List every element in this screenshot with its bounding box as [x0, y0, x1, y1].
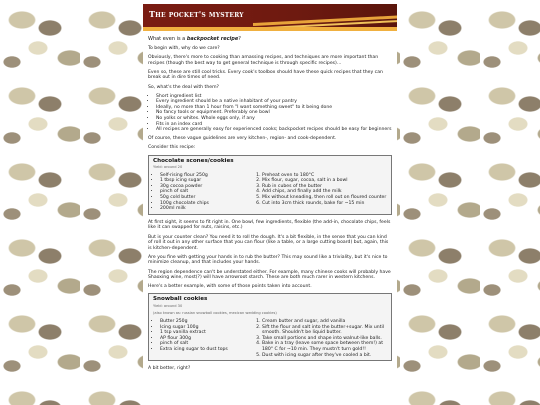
step-item: 3. Rub in cubes of the butter [262, 184, 387, 190]
recipe-card-snowball-cookies [148, 293, 392, 361]
recipe-card-chocolate-scones [148, 155, 392, 215]
steps-list [254, 319, 387, 358]
page-title: The pocket's mystery [149, 9, 244, 19]
header-banner [143, 4, 397, 31]
list-item: • Fits in an index card [156, 122, 392, 128]
paragraph: So, what's the deal with them? [148, 84, 219, 90]
ingredient-item: • 50g cold butter [160, 195, 248, 201]
ingredient-item: • 30g cocoa powder [160, 184, 248, 190]
paragraph: Consider this recipe: [148, 145, 196, 151]
ingredient-item: • Extra icing sugar to dust tops [160, 347, 248, 353]
ingredients-list [153, 173, 248, 212]
step-item: 2. Mix flour, sugar, cocoa, salt in a bowl [262, 178, 387, 184]
paragraph: Are you fine with getting your hands in to rub the butter? This may sound like a triviality, but it's nice to minimize cleanup, and that includes your hands. [148, 254, 388, 266]
lead-question [148, 37, 392, 43]
step-item: 1. Preheat oven to 180°C [262, 173, 387, 179]
paragraph: Here's a better example, with some of those points taken into account. [148, 284, 312, 290]
steps-column [254, 173, 387, 212]
recipe-aka: (also known as: russian snowball cookies, mexican wedding cookies) [153, 311, 277, 316]
step-item: 1. Cream butter and sugar, add vanilla [262, 319, 387, 325]
list-item: • All recipes are generally easy for experienced cooks; backpocket recipes should be easy for beginners [156, 127, 392, 133]
list-item: • Ideally, no more than 1 hour from "I want something sweet" to it being done [156, 105, 392, 111]
ingredient-item: • pinch of salt [160, 341, 248, 347]
recipe-yield: Yield: around 30 [153, 303, 183, 308]
ingredient-item: • pinch of salt [160, 189, 248, 195]
lead-prefix: What even is a [148, 36, 187, 42]
recipe-yield: Yield: around 20 [153, 165, 183, 170]
article-page [143, 4, 397, 405]
lead-suffix: ? [238, 36, 241, 42]
recipe-title: Chocolate scones/cookies [153, 157, 234, 164]
paragraph: Of course, these vague guidelines are very kitchen-, region- and cook-dependent. [148, 136, 337, 142]
ingredient-item: • 1 tsp vanilla extract [160, 330, 248, 336]
list-item: • No fancy tools or equipment. Preferably one bowl [156, 110, 392, 116]
step-item: 4. Bake in a tray (leave some space between them!) at 180° C for ~10 min. They mustn't turn gold!! [262, 341, 387, 352]
step-item: 4. Add chips, and finally add the milk [262, 189, 387, 195]
ingredient-item: • Icing sugar 100g [160, 325, 248, 331]
ingredient-item: • 200ml milk [160, 206, 248, 212]
recipe-title: Snowball cookies [153, 296, 208, 303]
paragraph: But is your counter clean? You need it to roll the dough. It's a bit flexible, in the sense that you can kind of roll it out in any other surface that you can flour (like a table, or a large cutting board) but, again, this is kitchen-dependent. [148, 234, 389, 251]
recipe-columns [153, 173, 387, 212]
ingredients-list [153, 319, 248, 353]
step-item: 6. Cut into 3cm thick rounds, bake for ~15 min [262, 201, 387, 207]
ingredients-column [153, 173, 248, 212]
ingredient-item: • Butter 250g [160, 319, 248, 325]
lead-term: backpocket recipe [186, 36, 239, 42]
paragraph: At first sight, it seems to fit right in. One bowl, few ingredients, flexible (the add-in, chocolate chips, feels like it can swapped for nuts, raisins, etc.) [148, 219, 391, 231]
article-body [143, 31, 397, 372]
list-item: • Every ingredient should be a native inhabitant of your pantry [156, 99, 392, 105]
banner-underline [143, 27, 397, 31]
steps-column [254, 319, 387, 358]
paragraph: Even so, these are still cool tricks. Every cook's toolbox should have these quick recipes that they can break out in dire times of need. [148, 69, 383, 81]
ingredient-item: • AP flour 300g [160, 336, 248, 342]
ingredient-item: • 100g chocolate chips [160, 201, 248, 207]
list-item: • No yolks or whites. Whole eggs only, if any [156, 116, 392, 122]
paragraph: Obviously, there's more to cooking than amassing recipes, and techniques are more important than recipes (though the best way to get general technique is through specific recipes)… [148, 55, 379, 66]
list-item: • Short ingredient list [156, 94, 392, 100]
criteria-list [148, 94, 392, 133]
step-item: 3. Take small portions and shape into walnut-like balls. [262, 336, 387, 342]
step-item: 2. Sift the flour and salt into the butter+sugar. Mix until smooth. Shouldn't be liquid butter. [262, 325, 387, 336]
step-item: 5. Mix without kneading, then roll out on floured counter [262, 195, 387, 201]
paragraph: A bit better, right? [148, 366, 191, 372]
steps-list [254, 173, 387, 207]
paragraph: To begin with, why do we care? [148, 46, 220, 52]
ingredient-item: • 1 tbsp icing sugar [160, 178, 248, 184]
ingredients-column [153, 319, 248, 358]
ingredient-item: • Self-rising flour 250g [160, 173, 248, 179]
step-item: 5. Dust with icing sugar after they've cooled a bit. [262, 353, 387, 359]
paragraph: The region dependence can't be understated either. For example, many chinese cooks will probably have Shaoxing wine, most(?) will have arrowroot starch. These are both much rarer in western kitchens. [148, 269, 391, 281]
recipe-columns [153, 319, 387, 358]
